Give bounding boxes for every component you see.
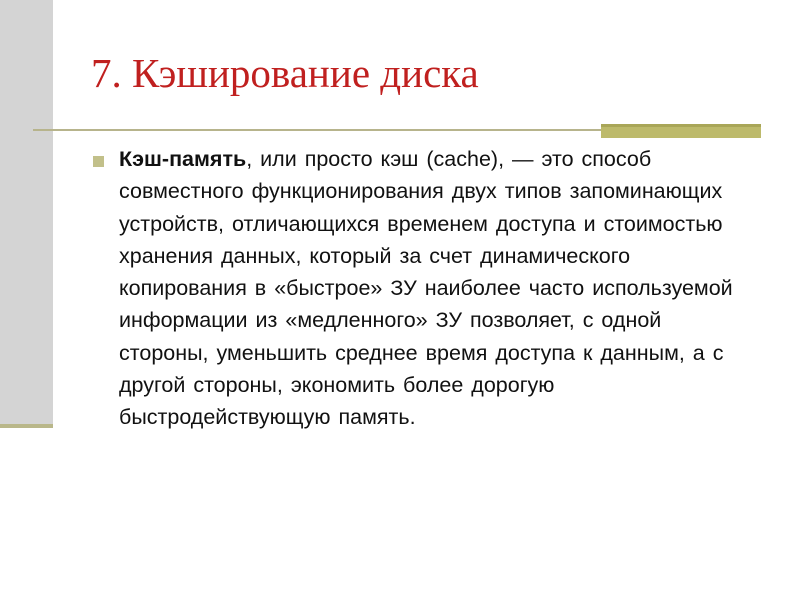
bullet-term: Кэш-память (119, 147, 247, 171)
left-strip-accent (0, 424, 53, 428)
bullet-paragraph (119, 143, 739, 434)
title-divider-accent-top (601, 124, 761, 127)
left-decorative-strip (0, 0, 53, 428)
bullet-square-icon (93, 156, 104, 167)
slide-title: 7. Кэширование диска (91, 50, 479, 96)
bullet-body: , или просто кэш (cache), — это способ совместного функционирования двух типов запоминающих устройств, отличающихся временем доступа и стоимостью хранения данных, который за счет динамического копирования в «быстрое» ЗУ наиболее часто используемой информации из «медленного» ЗУ позволяет, с одной стороны, уменьшить среднее время доступа к данным, а с другой стороны, экономить более дорогую быстродействующую память. (119, 147, 733, 430)
